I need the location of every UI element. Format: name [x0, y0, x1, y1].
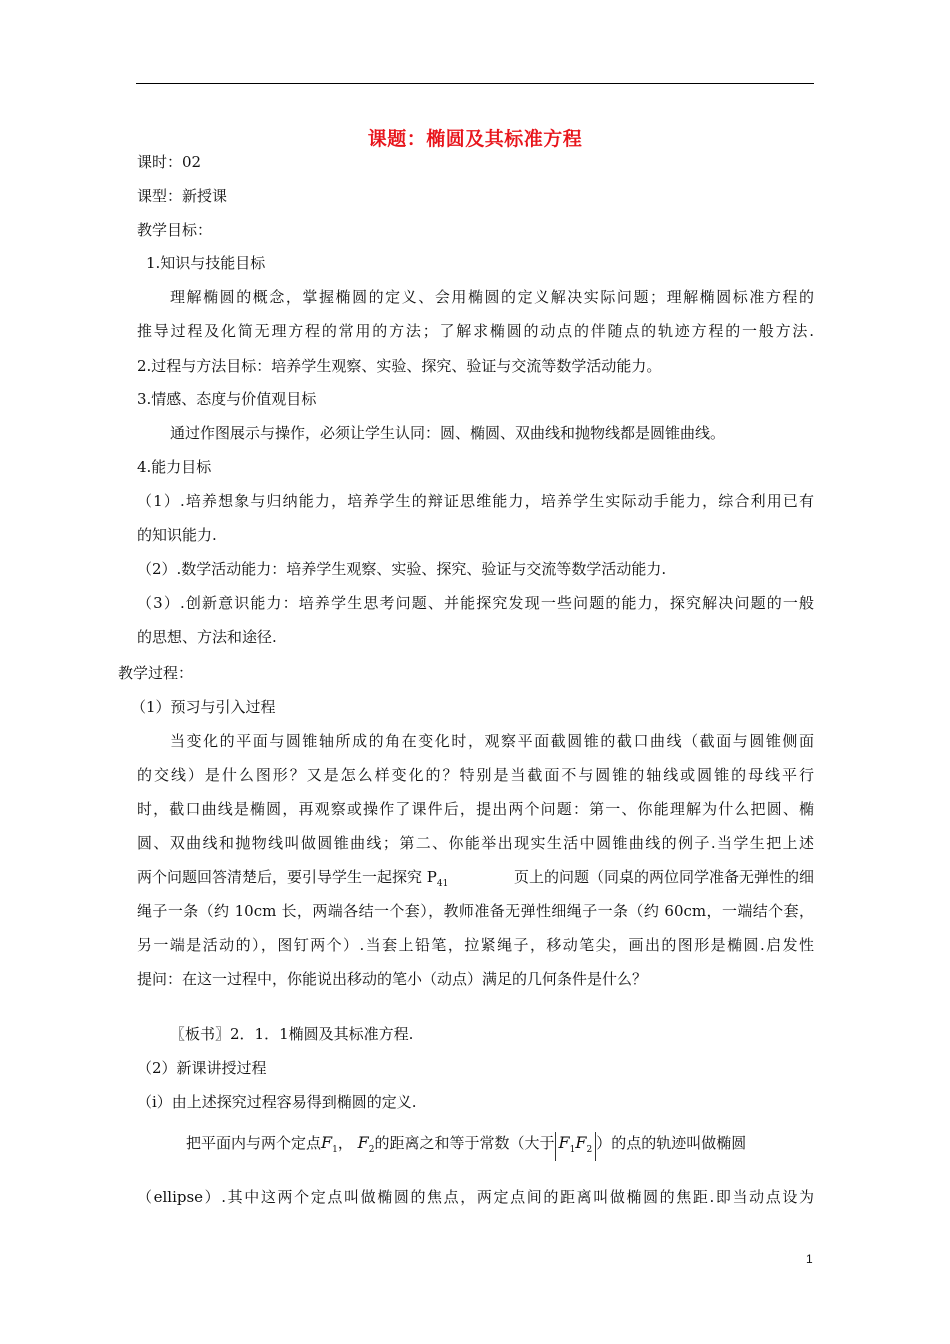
- goal-2: 2.过程与方法目标：培养学生观察、实验、探究、验证与交流等数学活动能力。: [137, 357, 662, 375]
- goal-1-text: 理解椭圆的概念，掌握椭圆的定义、会用椭圆的定义解决实际问题；理解椭圆标准方程的: [170, 288, 814, 306]
- process-heading: 教学过程：: [118, 664, 194, 682]
- goal-1-text: 推导过程及化简无理方程的常用的方法；了解求椭圆的动点的伴随点的轨迹方程的一般方法.: [137, 322, 814, 340]
- header-rule: [136, 83, 814, 84]
- goals-heading: 教学目标：: [137, 221, 213, 239]
- focus-f2: $F_2$: [357, 1133, 375, 1156]
- goal-3-heading: 3.情感、态度与价值观目标: [137, 390, 317, 408]
- process-1-paragraph: 提问：在这一过程中，你能说出移动的笔小（动点）满足的几何条件是什么？: [137, 970, 648, 988]
- focal-distance-abs: $F_1F_2$: [555, 1132, 597, 1161]
- text-segment: 两个问题回答清楚后，要引导学生一起探究 $P_{41}$: [137, 868, 449, 889]
- process-1-paragraph: 时，截口曲线是椭圆，再观察或操作了课件后，提出两个问题：第一、你能理解为什么把圆、椭: [137, 800, 814, 818]
- goal-4-item-2: （2）.数学活动能力：培养学生观察、实验、探究、验证与交流等数学活动能力.: [137, 560, 667, 578]
- lesson-period: 课时：02: [137, 153, 202, 171]
- blackboard-note: 〖板书〗2．1．1椭圆及其标准方程.: [170, 1025, 414, 1043]
- goal-4-item-3-cont: 的思想、方法和途径.: [137, 628, 277, 646]
- process-1-paragraph: 另一端是活动的），图钉两个）.当套上铅笔，拉紧绳子，移动笔尖，画出的图形是椭圆.启发性: [137, 936, 814, 954]
- goal-4-item-1: （1）.培养想象与归纳能力，培养学生的辩证思维能力，培养学生实际动手能力，综合利用已有: [137, 492, 814, 510]
- process-2-heading: （2）新课讲授过程: [137, 1059, 267, 1077]
- process-2-item-i: （i）由上述探究过程容易得到椭圆的定义.: [137, 1093, 417, 1111]
- goal-4-heading: 4.能力目标: [137, 458, 212, 476]
- ellipse-definition: 把平面内与两个定点$F_1$， $F_2$的距离之和等于常数（大于 $F_1F_2$ ）的点的轨迹叫做椭圆: [186, 1132, 746, 1161]
- process-1-paragraph: 圆、双曲线和抛物线叫做圆锥曲线；第二、你能举出现实生活中圆锥曲线的例子.当学生把上述: [137, 834, 814, 852]
- process-1-paragraph: 当变化的平面与圆锥轴所成的角在变化时，观察平面截圆锥的截口曲线（截面与圆锥侧面: [170, 732, 814, 750]
- process-1-paragraph: 绳子一条（约 10cm 长，两端各结一个套），教师准备无弹性细绳子一条（约 60cm，一端结个套，: [137, 902, 814, 920]
- goal-4-item-1-cont: 的知识能力.: [137, 526, 217, 544]
- goal-4-item-3: （3）.创新意识能力：培养学生思考问题、并能探究发现一些问题的能力，探究解决问题的一般: [137, 594, 814, 612]
- process-1-heading: （1）预习与引入过程: [131, 698, 276, 716]
- goal-1-heading: 1.知识与技能目标: [146, 254, 266, 272]
- lesson-type: 课型：新授课: [137, 187, 228, 205]
- focus-f1: $F_1$: [321, 1133, 338, 1156]
- page-number: 1: [806, 1252, 813, 1266]
- process-1-paragraph: 的交线）是什么图形？又是怎么样变化的？特别是当截面不与圆锥的轴线或圆锥的母线平行: [137, 766, 814, 784]
- text-segment: 页上的问题（同桌的两位同学准备无弹性的细: [513, 868, 814, 886]
- goal-3-text: 通过作图展示与操作，必须让学生认同：圆、椭圆、双曲线和抛物线都是圆锥曲线。: [170, 424, 726, 442]
- ellipse-definition-cont: （ellipse）.其中这两个定点叫做椭圆的焦点，两定点间的距离叫做椭圆的焦距.即当动点设为: [137, 1188, 814, 1206]
- process-1-paragraph: [137, 867, 814, 894]
- page-title: 课题：椭圆及其标准方程: [367, 128, 583, 150]
